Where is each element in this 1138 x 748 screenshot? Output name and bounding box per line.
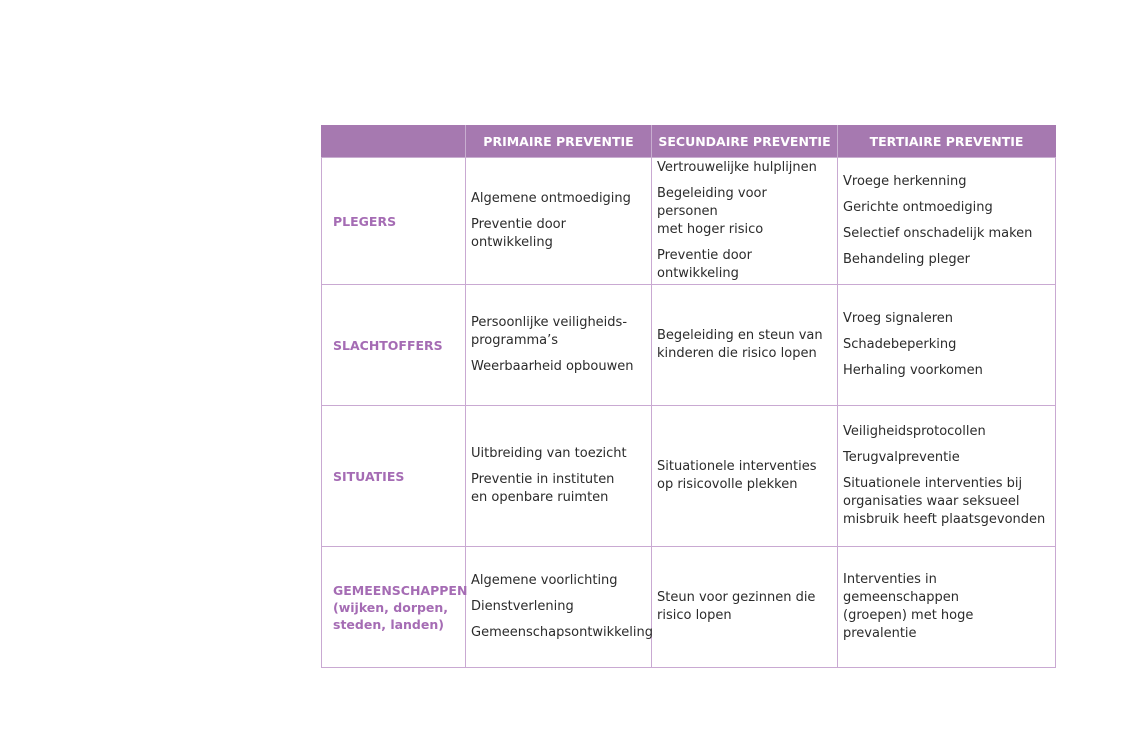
cell-item: Vertrouwelijke hulplijnen [657,160,817,175]
cell-item: Algemene voorlichting [471,573,618,588]
cell-item-list [843,173,1049,269]
cell-item: Preventie in instituten en openbare ruimten [471,472,615,505]
cell-slachtoffers-primaire [466,285,652,406]
row-header-plegers [322,158,466,285]
cell-item-list [843,571,1049,643]
cell-item: Vroeg signaleren [843,311,954,326]
table-row-gemeenschappen [322,547,1056,668]
cell-item-list [471,190,645,252]
header-row [322,126,1056,158]
row-header-label: SITUATIES [333,468,405,484]
cell-item: Preventie door ontwikkeling [471,217,566,250]
cell-item: Schadebeperking [843,337,957,352]
cell-item-list [657,589,831,625]
cell-item: Uitbreiding van toezicht [471,446,627,461]
row-header-situaties [322,406,466,547]
cell-situaties-secundaire [652,406,838,547]
cell-item: Algemene ontmoediging [471,191,631,206]
row-header-label: PLEGERS [333,213,397,229]
cell-item: Persoonlijke veiligheids- programma’s [471,315,628,348]
cell-item: Gemeenschapsontwikkeling [471,625,653,640]
table-row-situaties [322,406,1056,547]
header-primaire-preventie: PRIMAIRE PREVENTIE [466,126,652,158]
cell-item-list [657,159,831,283]
cell-item: Gerichte ontmoediging [843,200,993,215]
row-header-label: GEMEENSCHAPPEN [333,582,468,598]
header-secundaire-preventie: SECUNDAIRE PREVENTIE [652,126,838,158]
cell-gemeenschappen-primaire [466,547,652,668]
cell-item: Selectief onschadelijk maken [843,226,1033,241]
row-header-label: SLACHTOFFERS [333,337,443,353]
cell-item: Dienstverlening [471,599,574,614]
cell-item: Herhaling voorkomen [843,363,983,378]
cell-item: Interventies in gemeenschappen (groepen) met hoge prevalentie [843,572,974,641]
cell-item: Situationele interventies bij organisaties waar seksueel misbruik heeft plaatsgevonden [843,476,1046,527]
row-header-sublabel: (wijken, dorpen, steden, landen) [333,599,449,632]
cell-item: Vroege herkenning [843,174,967,189]
cell-item-list [471,572,653,642]
cell-item-list [657,327,831,363]
cell-item-list [657,458,831,494]
cell-item-list [843,310,1049,380]
cell-gemeenschappen-secundaire [652,547,838,668]
header-tertiaire-preventie: TERTIAIRE PREVENTIE [838,126,1056,158]
cell-item-list [471,314,645,376]
row-header-slachtoffers [322,285,466,406]
cell-slachtoffers-tertiaire [838,285,1056,406]
cell-item-list [843,423,1049,529]
cell-plegers-primaire [466,158,652,285]
table-row-plegers [322,158,1056,285]
cell-gemeenschappen-tertiaire [838,547,1056,668]
cell-item-list [471,445,645,507]
cell-situaties-tertiaire [838,406,1056,547]
cell-item: Situationele interventies op risicovolle plekken [657,459,817,492]
cell-item: Begeleiding voor personen met hoger risico [657,186,767,237]
cell-plegers-tertiaire [838,158,1056,285]
header-corner [322,126,466,158]
cell-item: Terugvalpreventie [843,450,960,465]
table-row-slachtoffers [322,285,1056,406]
cell-item: Veiligheidsprotocollen [843,424,986,439]
cell-plegers-secundaire [652,158,838,285]
cell-item: Steun voor gezinnen die risico lopen [657,590,816,623]
cell-item: Behandeling pleger [843,252,970,267]
row-header-gemeenschappen [322,547,466,668]
cell-item: Begeleiding en steun van kinderen die risico lopen [657,328,823,361]
cell-slachtoffers-secundaire [652,285,838,406]
cell-item: Preventie door ontwikkeling [657,248,752,281]
prevention-table [321,125,1056,668]
cell-item: Weerbaarheid opbouwen [471,359,634,374]
cell-situaties-primaire [466,406,652,547]
